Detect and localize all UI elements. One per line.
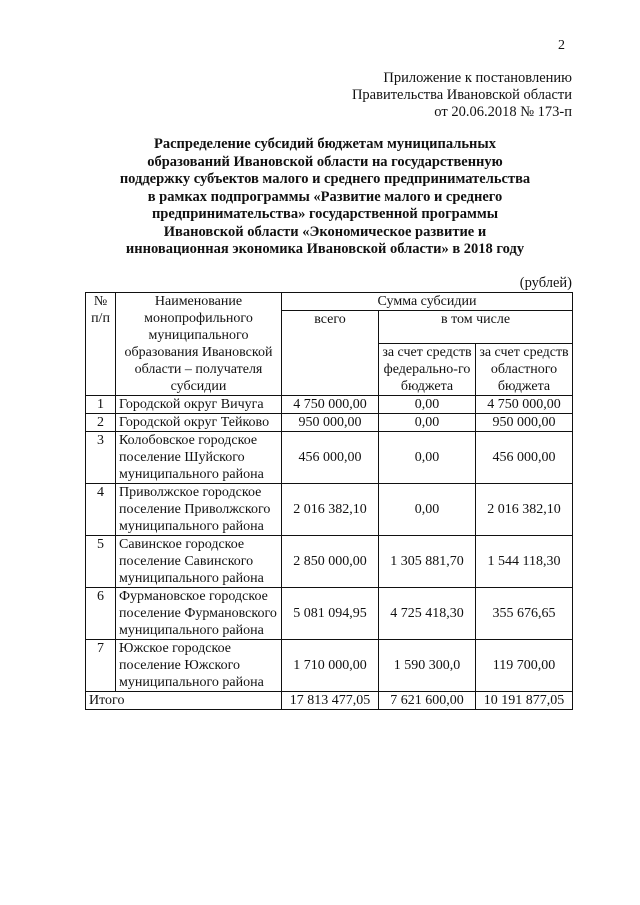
- row-federal: 0,00: [379, 432, 476, 484]
- row-regional: 2 016 382,10: [476, 484, 573, 536]
- row-num: 5: [86, 536, 116, 588]
- page-number: 2: [558, 38, 565, 53]
- header-including: в том числе: [379, 311, 573, 344]
- document-title: [90, 136, 560, 259]
- title-line: предпринимательства» государственной программы: [151, 206, 499, 222]
- row-num: 3: [86, 432, 116, 484]
- title-line: инновационная экономика Ивановской области» в 2018 году: [125, 241, 525, 257]
- row-total: 2 850 000,00: [282, 536, 379, 588]
- row-total: 2 016 382,10: [282, 484, 379, 536]
- subsidy-table: [85, 292, 573, 710]
- title-line: в рамках подпрограммы «Развитие малого и среднего: [147, 188, 503, 205]
- row-federal: 0,00: [379, 414, 476, 432]
- table-body: [86, 396, 573, 710]
- total-sum: 17 813 477,05: [282, 692, 379, 710]
- row-total: 5 081 094,95: [282, 588, 379, 640]
- table-total-row: [86, 692, 573, 710]
- row-name: Городской округ Вичуга: [116, 396, 282, 414]
- header-name: Наименование монопрофильного муниципального образования Ивановской области – получателя субсидии: [116, 293, 282, 396]
- row-num: 6: [86, 588, 116, 640]
- row-regional: 355 676,65: [476, 588, 573, 640]
- title-line: поддержку субъектов малого и среднего предпринимательства: [119, 171, 531, 187]
- row-regional: 950 000,00: [476, 414, 573, 432]
- row-regional: 456 000,00: [476, 432, 573, 484]
- table-row: [86, 432, 573, 484]
- row-num: 7: [86, 640, 116, 692]
- row-total: 1 710 000,00: [282, 640, 379, 692]
- row-total: 456 000,00: [282, 432, 379, 484]
- row-name: Савинское городское поселение Савинского муниципального района: [116, 536, 282, 588]
- table-row: [86, 536, 573, 588]
- row-num: 4: [86, 484, 116, 536]
- row-name: Городской округ Тейково: [116, 414, 282, 432]
- row-federal: 1 590 300,0: [379, 640, 476, 692]
- table-row: [86, 414, 573, 432]
- title-line: образований Ивановской области на государственную: [147, 153, 503, 170]
- row-regional: 1 544 118,30: [476, 536, 573, 588]
- units-label: (рублей): [519, 275, 572, 291]
- row-regional: 119 700,00: [476, 640, 573, 692]
- total-federal: 7 621 600,00: [379, 692, 476, 710]
- appendix-line: от 20.06.2018 № 173-п: [434, 104, 572, 120]
- table-row: [86, 484, 573, 536]
- header-sum: Сумма субсидии: [282, 293, 573, 311]
- table-header: [86, 293, 573, 396]
- table-row: [86, 396, 573, 414]
- row-name: Фурмановское городское поселение Фурмановского муниципального района: [116, 588, 282, 640]
- row-name: Южское городское поселение Южского муниципального района: [116, 640, 282, 692]
- row-federal: 0,00: [379, 396, 476, 414]
- row-federal: 1 305 881,70: [379, 536, 476, 588]
- row-num: 2: [86, 414, 116, 432]
- row-name: Колобовское городское поселение Шуйского муниципального района: [116, 432, 282, 484]
- appendix-line: Приложение к постановлению: [383, 70, 572, 86]
- row-federal: 4 725 418,30: [379, 588, 476, 640]
- table-row: [86, 588, 573, 640]
- appendix-header: [352, 70, 572, 121]
- row-name: Приволжское городское поселение Приволжского муниципального района: [116, 484, 282, 536]
- row-total: 950 000,00: [282, 414, 379, 432]
- row-num: 1: [86, 396, 116, 414]
- table-row: [86, 640, 573, 692]
- row-federal: 0,00: [379, 484, 476, 536]
- title-line: Распределение субсидий бюджетам муниципальных: [154, 136, 496, 152]
- appendix-line: Правительства Ивановской области: [351, 87, 572, 103]
- header-total: всего: [282, 311, 379, 396]
- title-line: Ивановской области «Экономическое развитие и: [163, 223, 487, 240]
- row-total: 4 750 000,00: [282, 396, 379, 414]
- header-federal: за счет средств федерально-го бюджета: [379, 344, 476, 396]
- header-regional: за счет средств областного бюджета: [476, 344, 573, 396]
- row-regional: 4 750 000,00: [476, 396, 573, 414]
- header-num: № п/п: [86, 293, 116, 396]
- total-regional: 10 191 877,05: [476, 692, 573, 710]
- total-label: Итого: [86, 692, 282, 710]
